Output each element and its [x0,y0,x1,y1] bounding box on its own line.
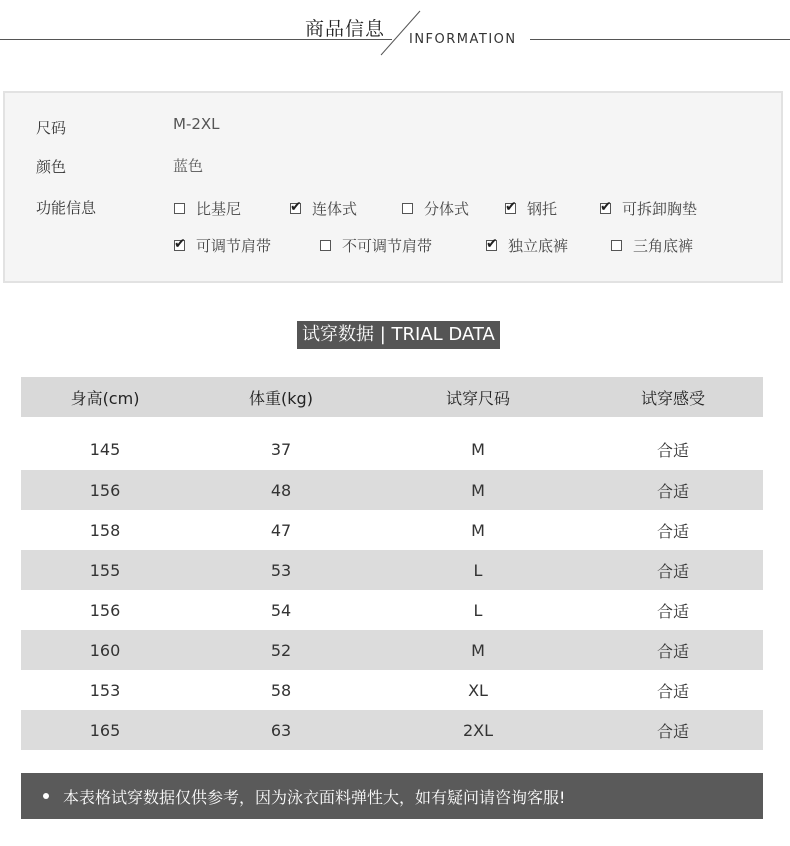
cell-height: 158 [89,520,121,540]
option-triangle-bottom [611,235,693,256]
table-row [21,710,763,750]
function-label: 功能信息 [36,199,97,217]
checkbox-checked-icon: ✔ [174,236,186,252]
option-label: 三角底裤 [633,237,694,255]
cell-feeling: 合适 [656,641,689,661]
size-label: 尺码 [36,119,67,137]
cell-size: XL [468,680,488,700]
cell-height: 156 [89,480,121,500]
table-row [21,550,763,590]
cell-feeling: 合适 [656,561,689,581]
cell-weight: 47 [270,520,292,540]
option-one-piece [290,198,357,219]
table-row [21,470,763,510]
cell-size: L [473,600,483,620]
cell-weight: 48 [270,480,292,500]
cell-height: 160 [89,640,121,660]
cell-feeling: 合适 [656,441,689,460]
checkbox-checked-icon: ✔ [600,199,612,215]
cell-height: 155 [89,560,121,580]
table-header [21,377,763,417]
header-slash-divider [0,0,790,60]
cell-weight: 58 [270,680,292,700]
color-value: 蓝色 [173,157,204,175]
trial-data-title: 试穿数据 | TRIAL DATA [297,321,500,349]
option-label: 钢托 [527,200,558,218]
cell-size: M [471,640,485,660]
cell-size: M [471,440,485,459]
cell-height: 165 [89,720,121,740]
cell-feeling: 合适 [656,601,689,621]
cell-weight: 54 [270,600,292,620]
color-label: 颜色 [36,158,67,176]
header-feeling: 试穿感受 [640,388,705,408]
cell-height: 145 [89,440,121,459]
option-label: 连体式 [312,200,358,218]
option-removable-pads [600,198,697,219]
table-row [21,630,763,670]
header-size: 试穿尺码 [445,388,510,408]
cell-weight: 53 [270,560,292,580]
disclaimer-text: 本表格试穿数据仅供参考，因为泳衣面料弹性大，如有疑问请咨询客服! [63,787,566,807]
checkbox-checked-icon: ✔ [290,199,302,215]
header-title-en: INFORMATION [409,32,517,47]
cell-size: L [473,560,483,580]
table-row [21,590,763,630]
cell-size: M [471,520,485,540]
cell-feeling: 合适 [656,721,689,741]
cell-feeling: 合适 [656,681,689,701]
option-fixed-straps [320,235,432,256]
option-label: 独立底裤 [508,237,569,255]
checkbox-unchecked-icon [402,203,413,214]
option-label: 比基尼 [196,200,242,218]
header-weight: 体重(kg) [249,388,313,408]
table-row [21,429,763,470]
cell-height: 156 [89,600,121,620]
checkbox-checked-icon: ✔ [486,236,498,252]
checkbox-unchecked-icon [320,240,331,251]
table-row [21,670,763,710]
disclaimer-note [21,773,763,819]
trial-data-table [21,377,763,750]
option-bikini [174,198,241,219]
bullet-dot-icon [43,793,49,799]
cell-size: M [471,480,485,500]
table-row [21,510,763,550]
header-height: 身高(cm) [70,388,140,408]
product-info-box [3,91,783,283]
table-spacer [21,417,763,429]
option-separate-bottom [486,235,568,256]
option-label: 不可调节肩带 [342,237,433,255]
option-underwire [505,198,557,219]
option-label: 可拆卸胸垫 [622,200,698,218]
option-label: 可调节肩带 [196,237,272,255]
size-value: M-2XL [173,115,220,133]
option-label: 分体式 [424,200,470,218]
cell-weight: 63 [270,720,292,740]
header-title-cn: 商品信息 [305,18,386,40]
cell-feeling: 合适 [656,481,689,501]
checkbox-unchecked-icon [611,240,622,251]
cell-feeling: 合适 [656,521,689,541]
cell-weight: 37 [270,440,292,459]
cell-size: 2XL [462,720,494,740]
option-adjustable-straps [174,235,271,256]
cell-height: 153 [89,680,121,700]
cell-weight: 52 [270,640,292,660]
checkbox-unchecked-icon [174,203,185,214]
checkbox-checked-icon: ✔ [505,199,517,215]
option-two-piece [402,198,469,219]
